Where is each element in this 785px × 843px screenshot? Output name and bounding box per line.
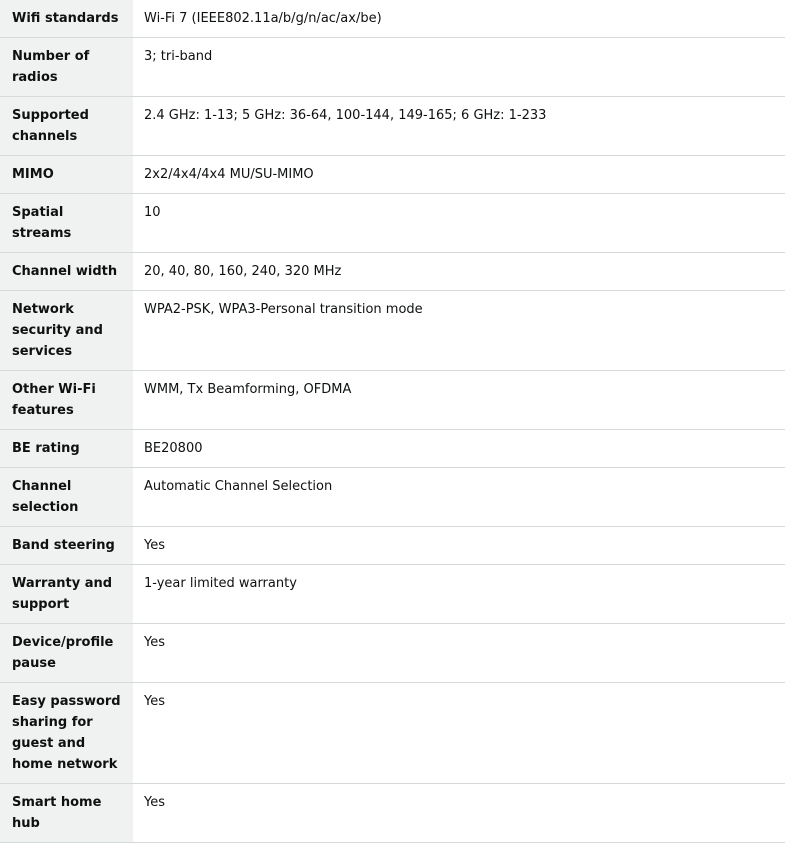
spec-value: Wi-Fi 7 (IEEE802.11a/b/g/n/ac/ax/be) [144, 11, 382, 26]
spec-row-warranty [0, 565, 785, 624]
spec-label: Band steering [0, 527, 133, 565]
spec-row-number-of-radios [0, 38, 785, 97]
spec-row-channel-selection [0, 468, 785, 527]
spec-row-password-sharing [0, 683, 785, 784]
spec-label: Smart home hub [0, 784, 133, 843]
spec-value: 3; tri-band [144, 49, 213, 64]
spec-value: Yes [144, 538, 165, 553]
spec-row-mimo [0, 156, 785, 194]
spec-label: Network security and services [0, 291, 133, 371]
spec-label: Device/profile pause [0, 624, 133, 683]
spec-value: Automatic Channel Selection [144, 479, 333, 494]
spec-label: MIMO [0, 156, 133, 194]
spec-row-smart-home-hub [0, 784, 785, 843]
spec-row-supported-channels [0, 97, 785, 156]
spec-value: 1-year limited warranty [144, 576, 297, 591]
spec-label: Warranty and support [0, 565, 133, 624]
spec-value: Yes [144, 694, 165, 709]
spec-value: BE20800 [144, 441, 203, 456]
spec-value: 2.4 GHz: 1-13; 5 GHz: 36-64, 100-144, 149-165; 6 GHz: 1-233 [144, 108, 547, 123]
spec-label: Number of radios [0, 38, 133, 97]
spec-row-channel-width [0, 253, 785, 291]
spec-row-band-steering [0, 527, 785, 565]
spec-value: 2x2/4x4/4x4 MU/SU-MIMO [144, 167, 314, 182]
spec-row-device-pause [0, 624, 785, 683]
spec-label: Supported channels [0, 97, 133, 156]
spec-row-be-rating [0, 430, 785, 468]
spec-value: Yes [144, 635, 165, 650]
spec-value: 10 [144, 205, 161, 220]
spec-row-network-security [0, 291, 785, 371]
spec-label: Spatial streams [0, 194, 133, 253]
spec-row-spatial-streams [0, 194, 785, 253]
spec-row-other-wifi-features [0, 371, 785, 430]
spec-value: Yes [144, 795, 165, 810]
spec-label: Wifi standards [0, 0, 133, 38]
spec-label: Easy password sharing for guest and home network [0, 683, 133, 784]
spec-value: 20, 40, 80, 160, 240, 320 MHz [144, 264, 342, 279]
spec-label: BE rating [0, 430, 133, 468]
spec-label: Channel selection [0, 468, 133, 527]
spec-label: Channel width [0, 253, 133, 291]
spec-value: WMM, Tx Beamforming, OFDMA [144, 382, 352, 397]
spec-row-wifi-standards [0, 0, 785, 38]
spec-label: Other Wi-Fi features [0, 371, 133, 430]
spec-value: WPA2-PSK, WPA3-Personal transition mode [144, 302, 423, 317]
